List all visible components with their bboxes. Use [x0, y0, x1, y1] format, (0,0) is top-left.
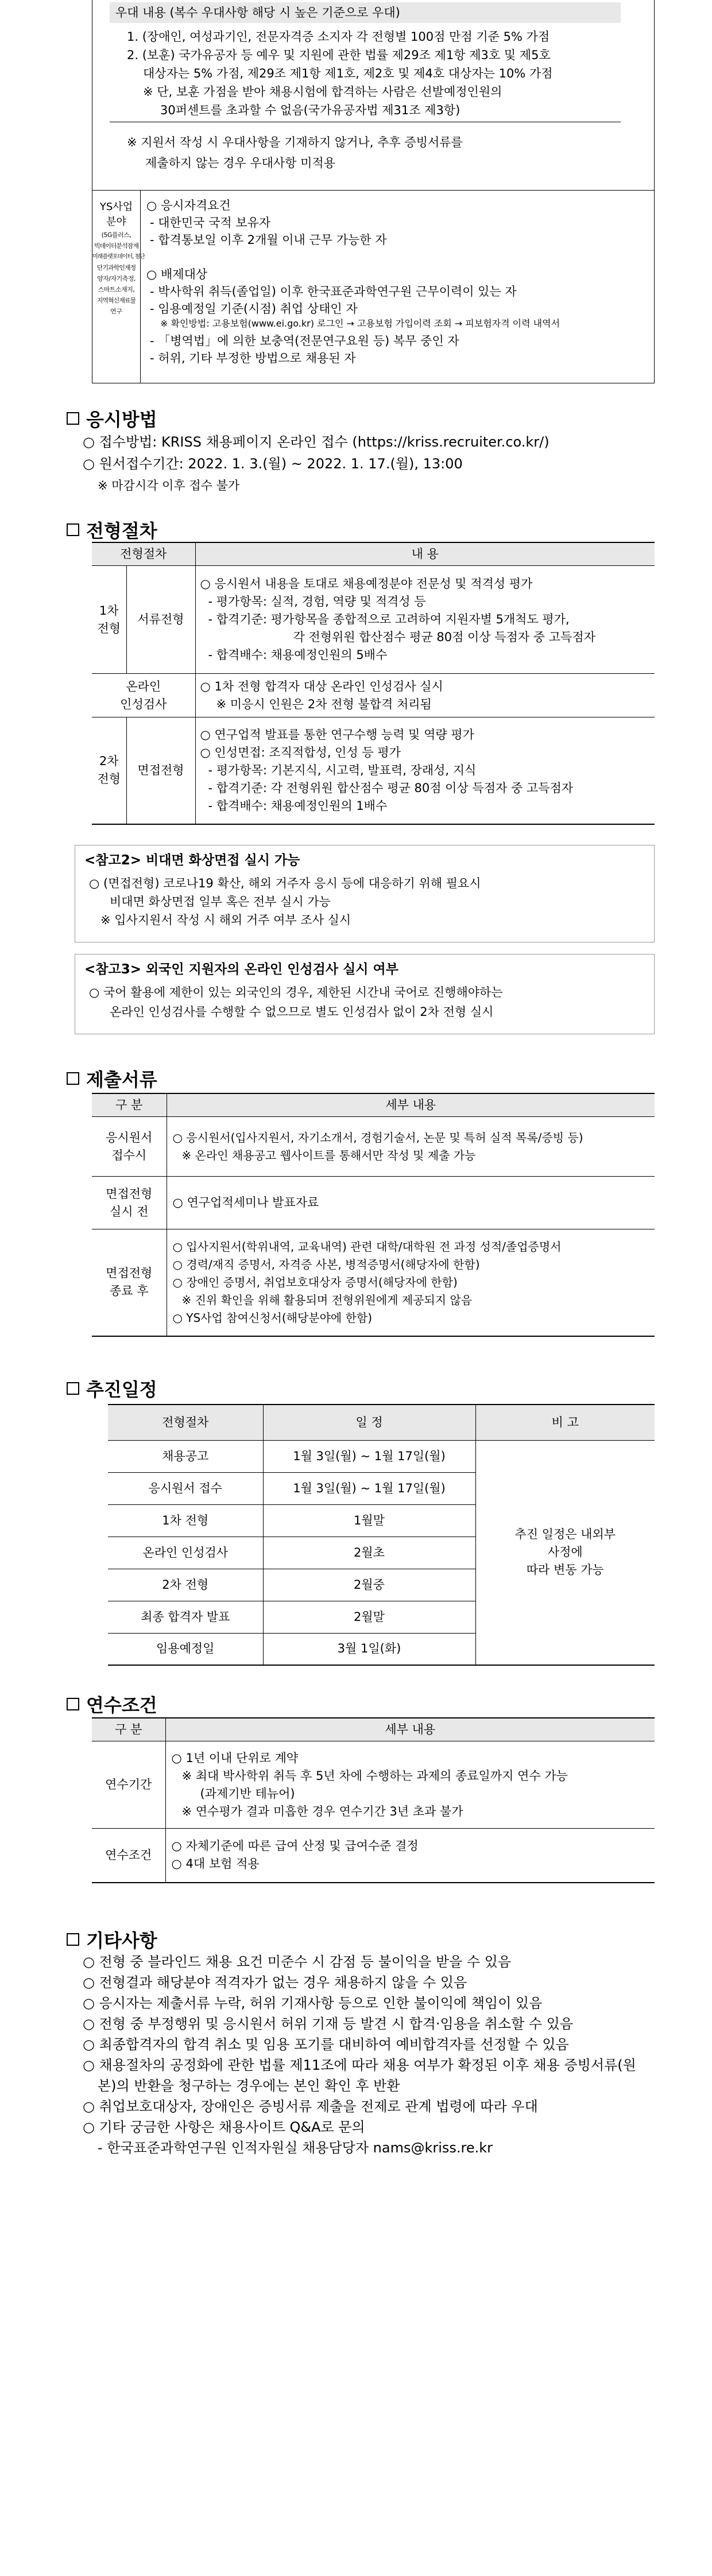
training-head-category: 구 분	[92, 1718, 165, 1741]
etc-line: ○ 채용절차의 공정화에 관한 법률 제11조에 따라 채용 여부가 확정된 이후 채용 증빙서류(원	[83, 2057, 636, 2073]
training-line: ○ 자체기준에 따른 급여 산정 및 급여수준 결정	[171, 1839, 419, 1853]
ys-label-small: (5G플러스,	[101, 231, 131, 239]
schedule-date: 2월말	[263, 1601, 475, 1633]
etc-line: ○ 응시자는 제출서류 누락, 허위 기재사항 등으로 인한 불이익에 책임이 있음	[83, 1995, 543, 2011]
ys-line: - 「병역법」에 의한 보충역(전문연구요원 등) 복무 중인 자	[150, 334, 459, 348]
docs-row-label: 면접전형	[106, 1266, 153, 1281]
training-label: 연수조건	[92, 1829, 165, 1883]
procedure-line: - 합격기준: 각 전형위원 합산점수 평균 80점 이상 득점자 중 고득점자	[208, 781, 574, 795]
docs-row-label: 접수시	[111, 1148, 147, 1162]
preference-line-5: 30퍼센트를 초과할 수 없음(국가유공자법 제31조 제3항)	[160, 103, 461, 117]
procedure-stage-1: 1차 전형	[92, 566, 126, 674]
docs-line: ○ 응시원서(입사지원서, 자기소개서, 경험기술서, 논문 및 특허 실적 목록/증빙 등)	[172, 1130, 583, 1145]
schedule-head-stage: 전형절차	[108, 1405, 263, 1440]
procedure-sub-3: 면접전형	[126, 717, 195, 824]
schedule-date: 1월 3일(월) ~ 1월 17일(월)	[263, 1472, 475, 1504]
schedule-stage: 온라인 인성검사	[108, 1537, 263, 1569]
procedure-line: ○ 응시원서 내용을 토대로 채용예정분야 전문성 및 적격성 평가	[200, 577, 533, 591]
table-row	[92, 1741, 655, 1829]
apply-section-title	[67, 405, 157, 432]
ys-table	[92, 191, 655, 383]
ys-label-small: 연구	[110, 308, 123, 315]
etc-section-title	[67, 1926, 157, 1953]
training-line: ※ 연수평가 결과 미흡한 경우 연수기간 3년 초과 불가	[181, 1804, 463, 1818]
schedule-stage: 최종 합격자 발표	[108, 1601, 263, 1633]
schedule-head-date: 일 정	[263, 1405, 475, 1440]
procedure-stage-2: 온라인 인성검사	[92, 674, 195, 717]
schedule-date: 2월중	[263, 1569, 475, 1601]
note-box-ref3	[75, 954, 655, 1034]
training-title: 연수조건	[86, 1694, 157, 1716]
ys-line: ○ 배제대상	[146, 267, 208, 281]
docs-row-label: 면접전형	[106, 1186, 153, 1201]
ref3-title: <참고3> 외국인 지원자의 온라인 인성검사 실시 여부	[84, 962, 398, 977]
procedure-head-stage: 전형절차	[92, 542, 195, 566]
schedule-date: 1월 3일(월) ~ 1월 17일(월)	[263, 1440, 475, 1472]
ys-line: - 합격통보일 이후 2개월 이내 근무 가능한 자	[150, 233, 387, 247]
training-table	[92, 1717, 655, 1883]
preference-note-1: ※ 지원서 작성 시 우대사항을 기재하지 않거나, 추후 증빙서류를	[127, 135, 463, 149]
procedure-line: - 평가항목: 실적, 경험, 역량 및 적격성 등	[208, 595, 426, 608]
schedule-remark: 따라 변동 가능	[526, 1563, 604, 1577]
square-bullet-icon	[67, 412, 79, 425]
docs-row-label: 실시 전	[109, 1204, 149, 1219]
docs-line: ○ 연구업적세미나 발표자료	[172, 1196, 319, 1209]
schedule-stage: 2차 전형	[108, 1569, 263, 1601]
preference-line-1: 1. (장애인, 여성과기인, 전문자격증 소지자 각 전형별 100점 만점 기준 5% 가점	[127, 30, 550, 44]
etc-line: ○ 전형결과 해당분야 적격자가 없는 경우 채용하지 않을 수 있음	[83, 1974, 467, 1991]
ys-line: ○ 응시자격요건	[146, 199, 231, 212]
ref2-line: ○ (면접전형) 코로나19 확산, 해외 거주자 응시 등에 대응하기 위해 필요시	[89, 876, 481, 890]
table-row	[92, 1117, 655, 1177]
schedule-stage: 응시원서 접수	[108, 1472, 263, 1504]
procedure-sub-1: 서류전형	[126, 566, 195, 674]
ref2-line: 비대면 화상면접 일부 혹은 전부 실시 가능	[110, 895, 331, 909]
etc-line: ○ 전형 중 블라인드 채용 요건 미준수 시 감점 등 불이익을 받을 수 있음	[83, 1954, 512, 1970]
ys-label-small: 미래플랫포데이터, 첨단	[92, 254, 145, 260]
procedure-head-content: 내 용	[195, 542, 655, 566]
square-bullet-icon	[67, 1382, 79, 1395]
procedure-line: ※ 미응시 인원은 2차 전형 불합격 처리됨	[216, 697, 432, 711]
ys-label: YS사업	[99, 201, 133, 213]
schedule-stage: 채용공고	[108, 1440, 263, 1472]
docs-line: ※ 온라인 채용공고 웹사이트를 통해서만 작성 및 제출 가능	[181, 1148, 476, 1162]
docs-line: ○ 경력/재직 증명서, 자격증 사본, 병적증명서(해당자에 한함)	[172, 1257, 480, 1271]
table-row	[108, 1440, 655, 1472]
ys-line: - 박사학위 취득(졸업일) 이후 한국표준과학연구원 근무이력이 있는 자	[150, 285, 517, 298]
schedule-section-title	[67, 1375, 157, 1402]
apply-period: ○ 원서접수기간: 2022. 1. 3.(월) ~ 2022. 1. 17.(월), 13:00	[83, 456, 463, 472]
training-head-detail: 세부 내용	[165, 1718, 655, 1741]
procedure-line: - 합격배수: 채용예정인원의 5배수	[208, 648, 388, 662]
ys-line: - 대한민국 국적 보유자	[150, 216, 271, 230]
training-section-title	[67, 1691, 157, 1717]
etc-line: 본)의 반환을 청구하는 경우에는 본인 확인 후 반환	[98, 2078, 400, 2094]
ys-label-small: 양자/자기측정,	[97, 275, 136, 282]
docs-line: ※ 진위 확인을 위해 활용되며 전형위원에게 제공되지 않음	[181, 1293, 473, 1307]
preference-line-4: ※ 단, 보훈 가점을 받아 채용시험에 합격하는 사람은 선발예정인원의	[143, 85, 502, 99]
docs-row-label: 종료 후	[109, 1284, 149, 1298]
docs-section-title	[67, 1065, 157, 1092]
docs-line: ○ 장애인 증명서, 취업보호대상자 증명서(해당자에 한함)	[172, 1275, 458, 1289]
preference-head-text: 우대 내용 (복수 우대사항 해당 시 높은 기준으로 우대)	[115, 6, 400, 20]
etc-line: ○ 기타 궁금한 사항은 채용사이트 Q&A로 문의	[83, 2119, 365, 2135]
ref3-line: 온라인 인성검사를 수행할 수 없으므로 별도 인성검사 없이 2차 전형 실시	[110, 1005, 494, 1019]
table-row	[92, 1829, 655, 1883]
procedure-line: - 합격기준: 평가항목을 종합적으로 고려하여 지원자별 5개척도 평가,	[208, 612, 570, 626]
training-line: (과제기반 테뉴어)	[200, 1786, 295, 1801]
preference-note-2: 제출하지 않는 경우 우대사항 미적용	[145, 156, 335, 170]
table-row	[92, 1229, 655, 1336]
apply-method: ○ 접수방법: KRISS 채용페이지 온라인 접수 (https://kriss.recruiter.co.kr/)	[83, 434, 550, 450]
schedule-remark: 사정에	[547, 1545, 583, 1559]
etc-line: ○ 전형 중 부정행위 및 응시원서 허위 기재 등 발견 시 합격·임용을 취소할 수 있음	[83, 2016, 574, 2032]
note-box-ref2	[75, 845, 655, 942]
etc-contact: - 한국표준과학연구원 인적자원실 채용담당자 nams@kriss.re.kr	[98, 2140, 493, 2156]
schedule-date: 3월 1일(화)	[263, 1633, 475, 1665]
schedule-date: 2월초	[263, 1537, 475, 1569]
ref3-line: ○ 국어 활용에 제한이 있는 외국인의 경우, 제한된 시간내 국어로 진행해야하는	[89, 986, 503, 999]
schedule-title: 추진일정	[86, 1379, 157, 1400]
procedure-stage-3: 2차 전형	[92, 717, 126, 824]
docs-head-category: 구 분	[92, 1093, 167, 1117]
schedule-remark: 추진 일정은 내외부	[514, 1527, 616, 1542]
procedure-line: ○ 1차 전형 합격자 대상 온라인 인성검사 실시	[200, 679, 443, 693]
preference-line-2: 2. (보훈) 국가유공자 등 예우 및 지원에 관한 법률 제29조 제1항 제3호 및 제5호	[127, 48, 551, 62]
procedure-line: ○ 연구업적 발표를 통한 연구수행 능력 및 역량 평가	[200, 727, 474, 742]
ref2-title: <참고2> 비대면 화상면접 실시 가능	[84, 853, 300, 868]
ys-label-small: 빅데이터분석잠재	[94, 242, 138, 250]
schedule-stage: 1차 전형	[108, 1504, 263, 1537]
ys-label-small: 지역혁신재료물	[96, 297, 136, 304]
ys-line: - 임용예정일 기준(시점) 취업 상태인 자	[150, 302, 358, 316]
square-bullet-icon	[67, 523, 79, 536]
schedule-table	[108, 1404, 655, 1666]
docs-line: ○ YS사업 참여신청서(해당분야에 한함)	[172, 1310, 373, 1325]
schedule-date: 1월말	[263, 1504, 475, 1537]
preference-head	[110, 2, 621, 23]
training-line: ○ 1년 이내 단위로 계약	[171, 1751, 299, 1765]
procedure-line: - 평가항목: 기본지식, 시고력, 발표력, 장래성, 지식	[208, 763, 477, 777]
ys-line: - 허위, 기타 부정한 방법으로 채용된 자	[150, 351, 356, 365]
procedure-line: - 합격배수: 채용예정인원의 1배수	[208, 798, 388, 813]
square-bullet-icon	[67, 1072, 79, 1085]
apply-note: ※ 마감시각 이후 접수 불가	[98, 479, 240, 492]
training-line: ○ 4대 보험 적용	[171, 1857, 260, 1871]
ys-label-cell	[92, 191, 145, 383]
procedure-line: ○ 인성면접: 조직적합성, 인성 등 평가	[200, 745, 401, 759]
procedure-table	[92, 542, 655, 825]
docs-row-label: 응시원서	[106, 1130, 153, 1145]
ys-line-small: ※ 확인방법: 고용보험(www.ei.go.kr) 로그인 → 고용보험 가입이력 조회 → 피보험자격 이력 내역서	[160, 318, 560, 329]
square-bullet-icon	[67, 1933, 79, 1946]
procedure-line: 각 전형위원 합산점수 평균 80점 이상 득점자 중 고득점자	[293, 630, 595, 644]
apply-title: 응시방법	[86, 409, 157, 430]
procedure-title: 전형절차	[86, 520, 157, 542]
schedule-stage: 임용예정일	[108, 1633, 263, 1665]
etc-title: 기타사항	[86, 1930, 157, 1952]
docs-table	[92, 1093, 655, 1337]
etc-line: ○ 취업보호대상자, 장애인은 증빙서류 제출을 전제로 관계 법령에 따라 우대	[83, 2098, 538, 2115]
table-row	[92, 1177, 655, 1229]
preference-table	[92, 0, 655, 191]
training-label: 연수기간	[92, 1741, 165, 1829]
procedure-section-title	[67, 517, 157, 543]
ys-label-small: 스마트소재지,	[98, 286, 135, 293]
schedule-head-remark: 비 고	[475, 1405, 655, 1440]
training-line: ※ 최대 박사학위 취득 후 5년 차에 수행하는 과제의 종료일까지 연수 가능	[181, 1768, 568, 1783]
ys-label: 분야	[106, 216, 126, 228]
docs-line: ○ 입사지원서(학위내역, 교육내역) 관련 대학/대학원 전 과정 성적/졸업증명서	[172, 1239, 562, 1254]
square-bullet-icon	[67, 1698, 79, 1710]
ys-label-small: 단기과학인재정	[96, 264, 136, 271]
etc-line: ○ 최종합격자의 합격 취소 및 임용 포기를 대비하여 예비합격자를 선정할 수 있음	[83, 2036, 569, 2053]
preference-line-3: 대상자는 5% 가점, 제29조 제1항 제1호, 제2호 및 제4호 대상자는 10% 가점	[143, 67, 553, 80]
docs-head-detail: 세부 내용	[167, 1093, 655, 1117]
docs-title: 제출서류	[86, 1069, 157, 1091]
ref2-line: ※ 입사지원서 작성 시 해외 거주 여부 조사 실시	[100, 913, 351, 927]
